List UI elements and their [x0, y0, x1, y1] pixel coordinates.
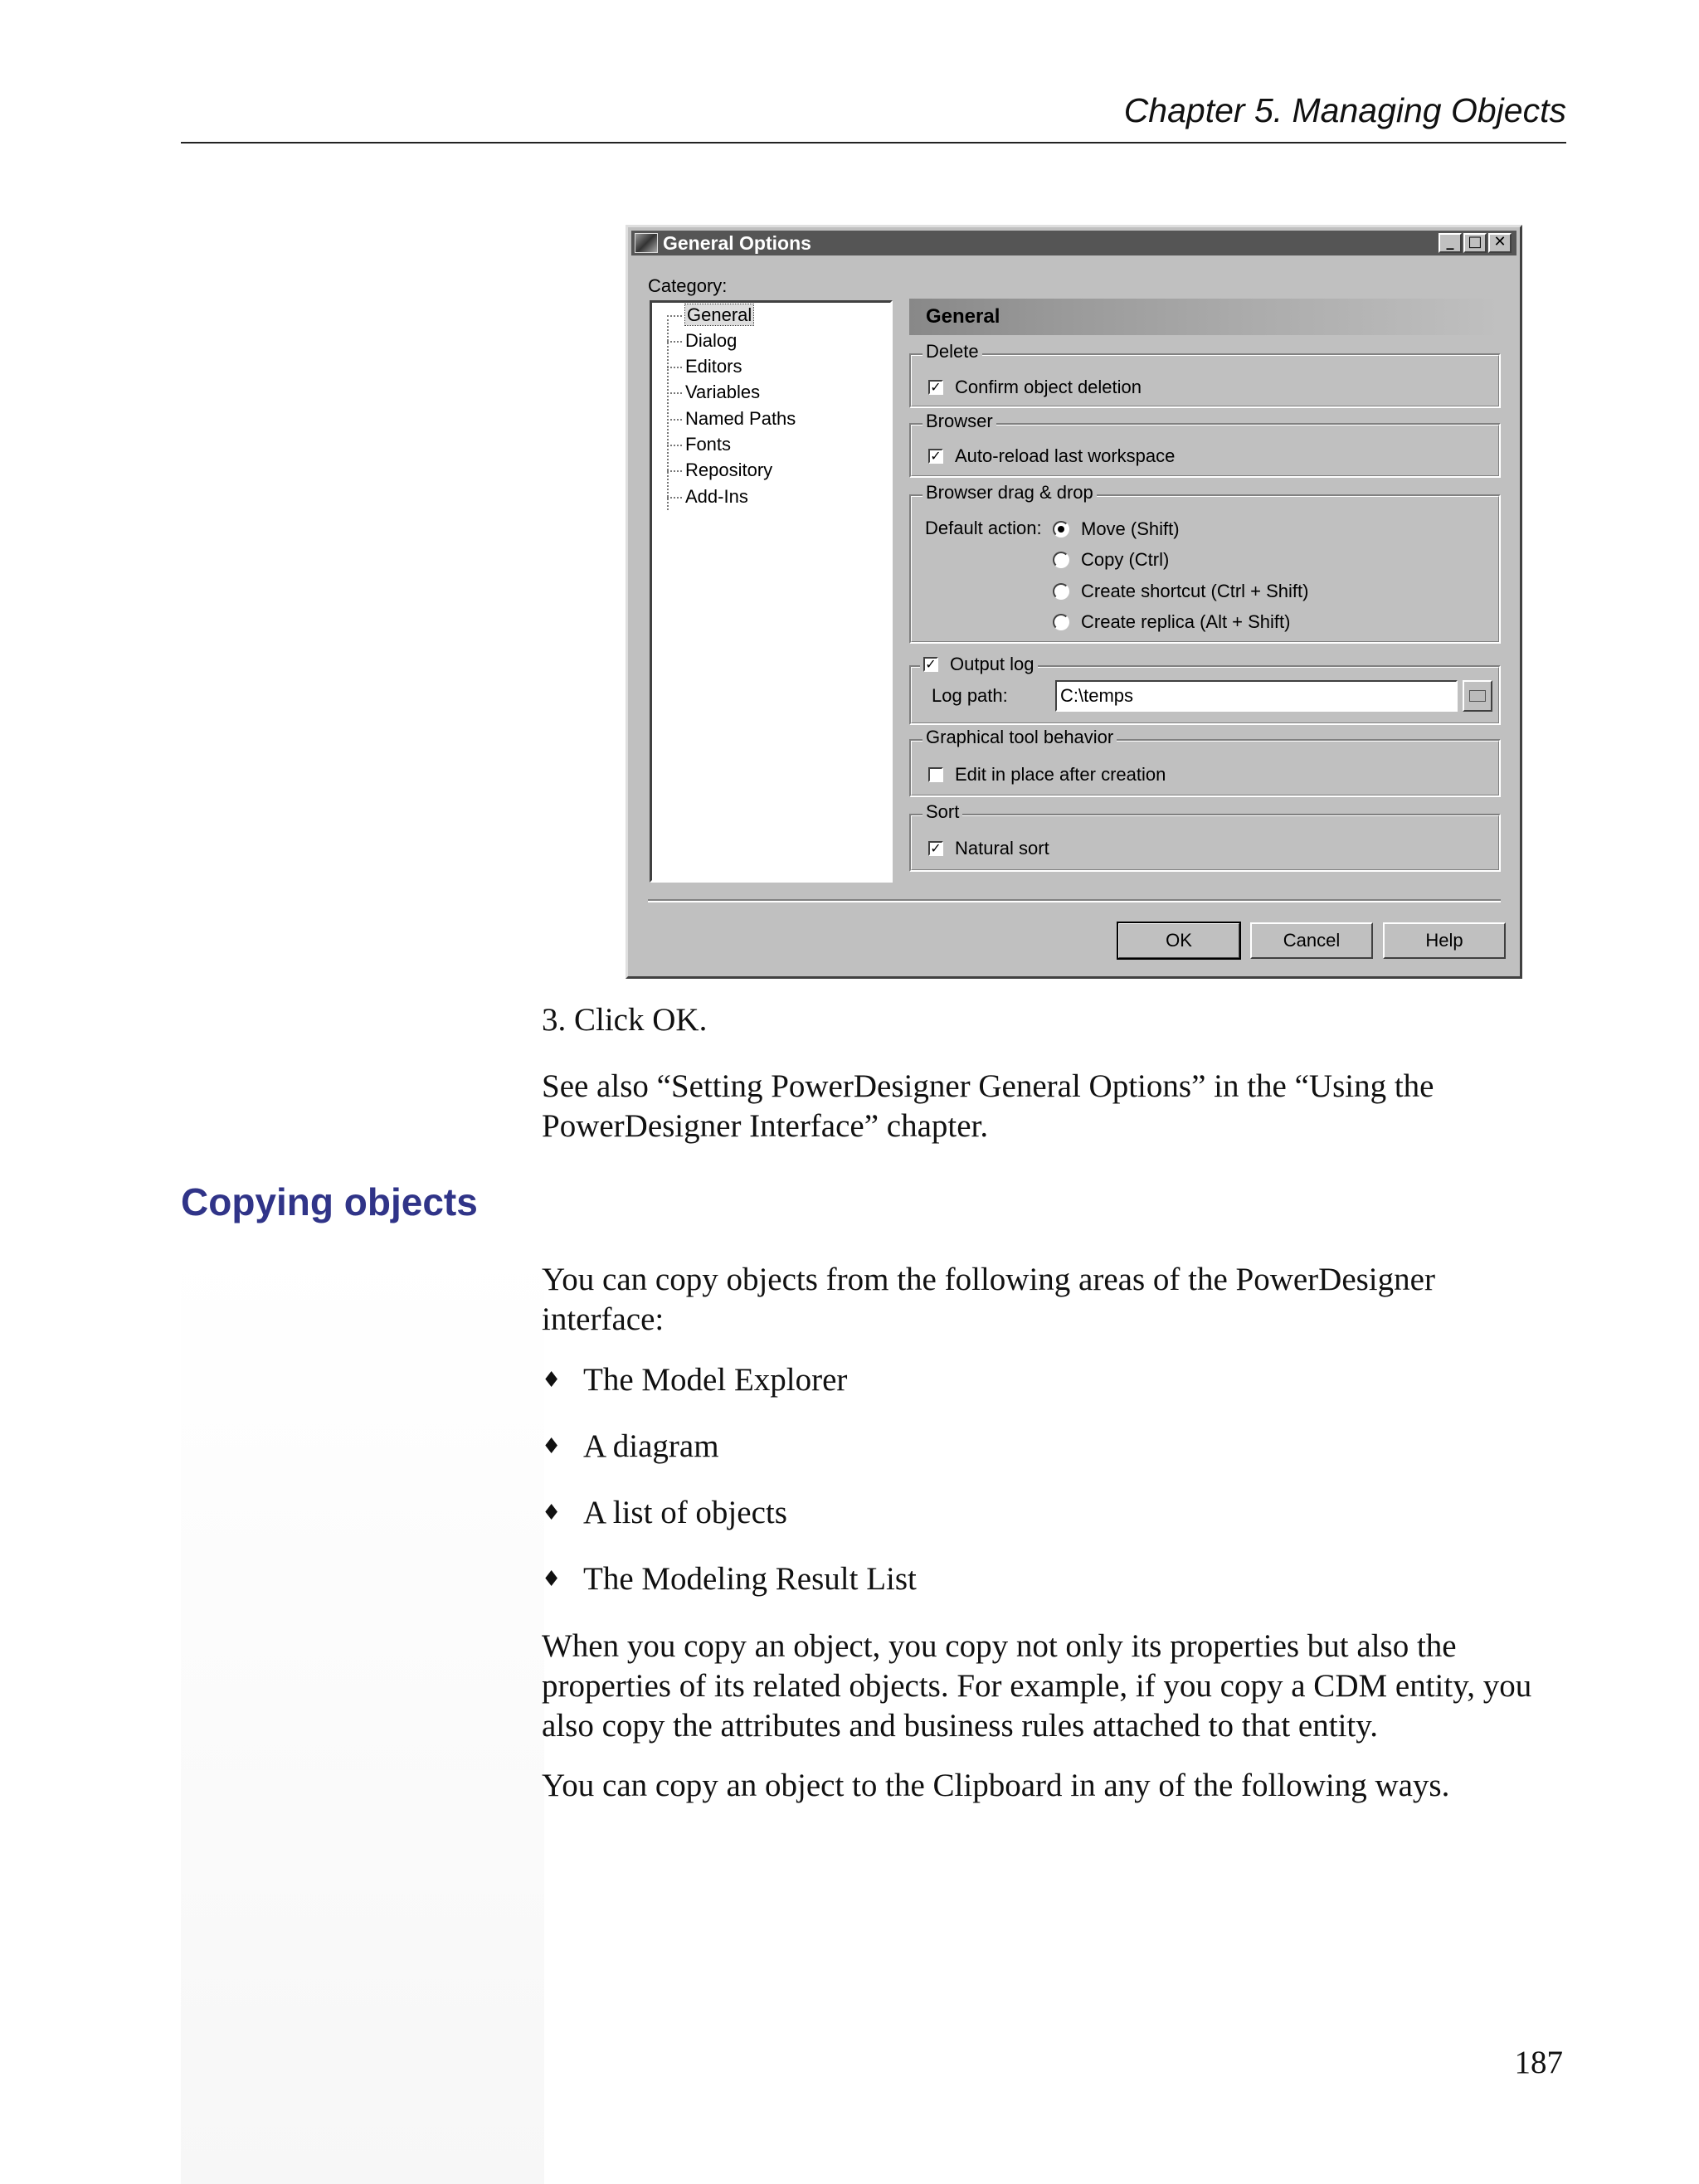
radio-copy[interactable]: [1053, 552, 1069, 568]
natural-sort-option[interactable]: [928, 838, 1049, 859]
list-item: ♦ A diagram: [542, 1427, 719, 1467]
output-log-label: Output log: [950, 654, 1034, 674]
general-options-dialog: [626, 225, 1522, 979]
category-tree[interactable]: [650, 300, 893, 883]
dialog-title: General Options: [663, 231, 811, 254]
app-icon: [635, 233, 658, 253]
confirm-deletion-checkbox[interactable]: ✓: [928, 380, 943, 395]
auto-reload-label: Auto-reload last workspace: [955, 445, 1176, 466]
output-log-checkbox[interactable]: ✓: [923, 657, 938, 672]
page-margin-shade: [181, 1244, 544, 2184]
panel-title: General: [909, 299, 1501, 335]
radio-replica[interactable]: [1053, 614, 1069, 630]
tree-item-dialog[interactable]: Dialog: [685, 330, 738, 351]
cancel-button[interactable]: Cancel: [1250, 922, 1373, 959]
close-button[interactable]: ✕: [1488, 233, 1512, 253]
minimize-button[interactable]: _: [1439, 233, 1462, 253]
auto-reload-option[interactable]: [928, 445, 1175, 467]
diamond-icon: ♦: [542, 1501, 562, 1525]
maximize-button[interactable]: □: [1463, 233, 1487, 253]
tree-item-fonts[interactable]: Fonts: [685, 434, 732, 455]
confirm-deletion-label: Confirm object deletion: [955, 377, 1142, 397]
browser-legend: Browser: [923, 411, 996, 432]
log-path-label: Log path:: [932, 685, 1008, 706]
radio-shortcut-option[interactable]: [1053, 581, 1308, 602]
diamond-icon: ♦: [542, 1567, 562, 1592]
chapter-header: Chapter 5. Managing Objects: [1123, 91, 1566, 129]
radio-replica-option[interactable]: [1053, 611, 1290, 633]
list-item: ♦ A list of objects: [542, 1493, 787, 1533]
radio-shortcut-label: Create shortcut (Ctrl + Shift): [1081, 581, 1309, 601]
list-item: ♦ The Model Explorer: [542, 1360, 847, 1400]
see-also-paragraph: See also “Setting PowerDesigner General Options” in the “Using the PowerDesigner Interface” chapter.: [542, 1068, 1434, 1144]
edit-in-place-checkbox[interactable]: [928, 767, 943, 782]
list-item: ♦ The Modeling Result List: [542, 1559, 917, 1599]
delete-legend: Delete: [923, 341, 982, 362]
radio-copy-option[interactable]: [1053, 549, 1169, 571]
natural-sort-label: Natural sort: [955, 838, 1049, 859]
graphical-tool-legend: Graphical tool behavior: [923, 727, 1117, 748]
page-number: 187: [1514, 2045, 1563, 2080]
natural-sort-checkbox[interactable]: ✓: [928, 841, 943, 856]
drag-drop-legend: Browser drag & drop: [923, 482, 1097, 503]
sort-legend: Sort: [923, 801, 962, 823]
auto-reload-checkbox[interactable]: ✓: [928, 449, 943, 464]
folder-icon: [1469, 690, 1486, 702]
section-title: Copying objects: [181, 1180, 478, 1223]
tree-item-variables[interactable]: Variables: [685, 382, 761, 402]
button-separator: [648, 899, 1501, 902]
tree-item-editors[interactable]: Editors: [685, 356, 742, 377]
intro-paragraph: You can copy objects from the following areas of the PowerDesigner interface:: [542, 1262, 1435, 1337]
log-path-input[interactable]: C:\temps: [1055, 680, 1458, 712]
help-button[interactable]: Help: [1383, 922, 1506, 959]
radio-move-label: Move (Shift): [1081, 518, 1180, 539]
radio-copy-label: Copy (Ctrl): [1081, 549, 1170, 570]
dialog-titlebar[interactable]: [631, 231, 1516, 255]
radio-move-option[interactable]: [1053, 518, 1180, 540]
tree-item-general[interactable]: General: [687, 304, 752, 325]
radio-replica-label: Create replica (Alt + Shift): [1081, 611, 1291, 632]
tree-item-repository[interactable]: Repository: [685, 460, 773, 480]
edit-in-place-label: Edit in place after creation: [955, 764, 1166, 785]
browse-log-path-button[interactable]: [1463, 680, 1492, 712]
tree-item-named-paths[interactable]: Named Paths: [685, 408, 796, 429]
diamond-icon: ♦: [542, 1434, 562, 1459]
copy-properties-paragraph: When you copy an object, you copy not only its properties but also the properties of its related objects. For example, if you copy a CDM entity, you also copy the attributes and business rules attached to that entity.: [542, 1628, 1532, 1744]
ok-button[interactable]: OK: [1117, 922, 1240, 959]
step-3: 3. Click OK.: [542, 1002, 708, 1038]
tree-item-add-ins[interactable]: Add-Ins: [685, 486, 748, 507]
output-log-option[interactable]: [920, 654, 1038, 675]
default-action-label: Default action:: [925, 518, 1042, 538]
diamond-icon: ♦: [542, 1368, 562, 1393]
confirm-deletion-option[interactable]: [928, 377, 1142, 398]
radio-move[interactable]: [1053, 521, 1069, 537]
radio-shortcut[interactable]: [1053, 583, 1069, 600]
clipboard-paragraph: You can copy an object to the Clipboard in any of the following ways.: [542, 1768, 1450, 1803]
category-label: Category:: [648, 275, 728, 296]
edit-in-place-option[interactable]: [928, 764, 1166, 786]
header-rule: [181, 142, 1566, 143]
